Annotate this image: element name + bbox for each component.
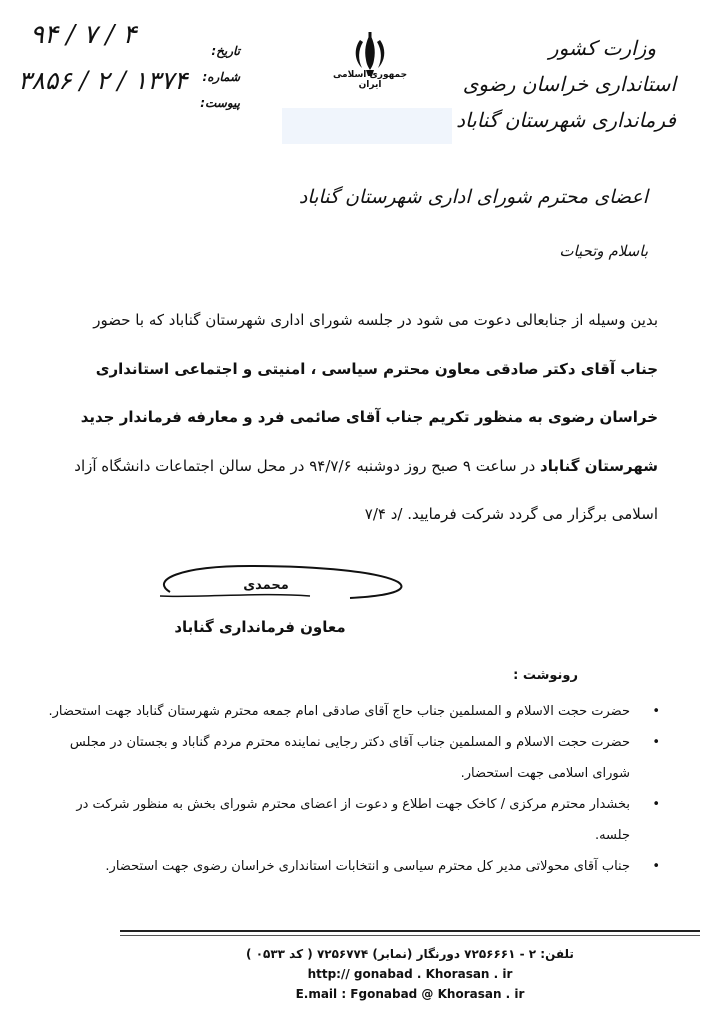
bullet-icon: • [652,704,660,719]
cc-label: رونوشت : [513,668,578,683]
cc-item [40,696,670,727]
ministry-header [416,30,676,138]
body-text-1: بدین وسیله از جنابعالی دعوت می شود در جلسه شورای اداری شهرستان گناباد که با حضور [93,311,658,329]
handwritten-number: ۳۸۵۶ / ۲ / ۱۳۷۴ [18,66,188,95]
cc-item [40,851,670,882]
cc-item-text: حضرت حجت الاسلام و المسلمین جناب حاج آقای صادقی امام جمعه محترم شهرستان گناباد جهت استحضار. [48,704,630,719]
cc-list [40,696,670,882]
scan-smudge [282,108,452,144]
ministry-line-1: وزارت کشور [548,36,656,60]
number-label: شماره: [202,70,240,84]
cc-item [40,789,670,851]
footer-divider [120,930,700,932]
footer-phone: تلفن: ۲ - ۷۲۵۶۶۶۱ دورنگار (نمابر) ۷۲۵۶۷۷۴ ( کد ۰۵۳۳ ) [246,947,574,961]
cc-item-text: حضرت حجت الاسلام و المسلمین جناب آقای دکتر رجایی نماینده محترم مردم گناباد و بجستان در مجلس شورای اسلامی جهت استحضار. [69,735,630,781]
cc-item [40,727,670,789]
meta-labels [180,38,240,116]
date-label: تاریخ: [211,44,240,58]
bullet-icon: • [652,735,660,750]
ministry-line-2: استانداری خراسان رضوی [462,72,676,96]
cc-item-text: بخشدار محترم مرکزی / کاخک جهت اطلاع و دعوت از اعضای محترم شورای بخش به منظور شرکت در جلسه. [76,797,630,843]
greeting: باسلام وتحیات [559,242,648,260]
addressee: اعضای محترم شورای اداری شهرستان گناباد [298,186,648,208]
body-text-2: در ساعت ۹ صبح روز دوشنبه ۹۴/۷/۶ در محل سالن اجتماعات دانشگاه آزاد اسلامی برگزار می گردد شرکت فرمایید. /د ۷/۴ [74,456,658,523]
footer-divider-thin [120,935,700,936]
signature-name: محمدی [243,578,289,593]
footer [120,944,700,1004]
footer-website: http:// gonabad . Khorasan . ir [307,967,513,981]
signer-title: معاون فرمانداری گناباد [174,618,346,636]
attachment-label: پیوست: [200,96,240,110]
emblem-caption: جمهوری اسلامی ایران [332,70,408,90]
cc-item-text: جناب آقای محولاتی مدیر کل محترم سیاسی و انتخابات استانداری خراسان رضوی جهت استحضار. [105,859,630,874]
footer-email: E.mail : Fgonabad @ Khorasan . ir [295,987,525,1001]
bullet-icon: • [652,859,660,874]
ministry-line-3: فرمانداری شهرستان گناباد [456,108,676,132]
body-text-bold: جناب آقای دکتر صادقی معاون محترم سیاسی ، امنیتی و اجتماعی استانداری خراسان رضوی به منظور تکریم جناب آقای صائمی فرد و معارفه فرماندار جدید شهرستان گناباد [80,359,658,475]
handwritten-date: ۹۴ / ۷ / ۴ [30,20,137,50]
letter-body [54,296,658,539]
bullet-icon: • [652,797,660,812]
